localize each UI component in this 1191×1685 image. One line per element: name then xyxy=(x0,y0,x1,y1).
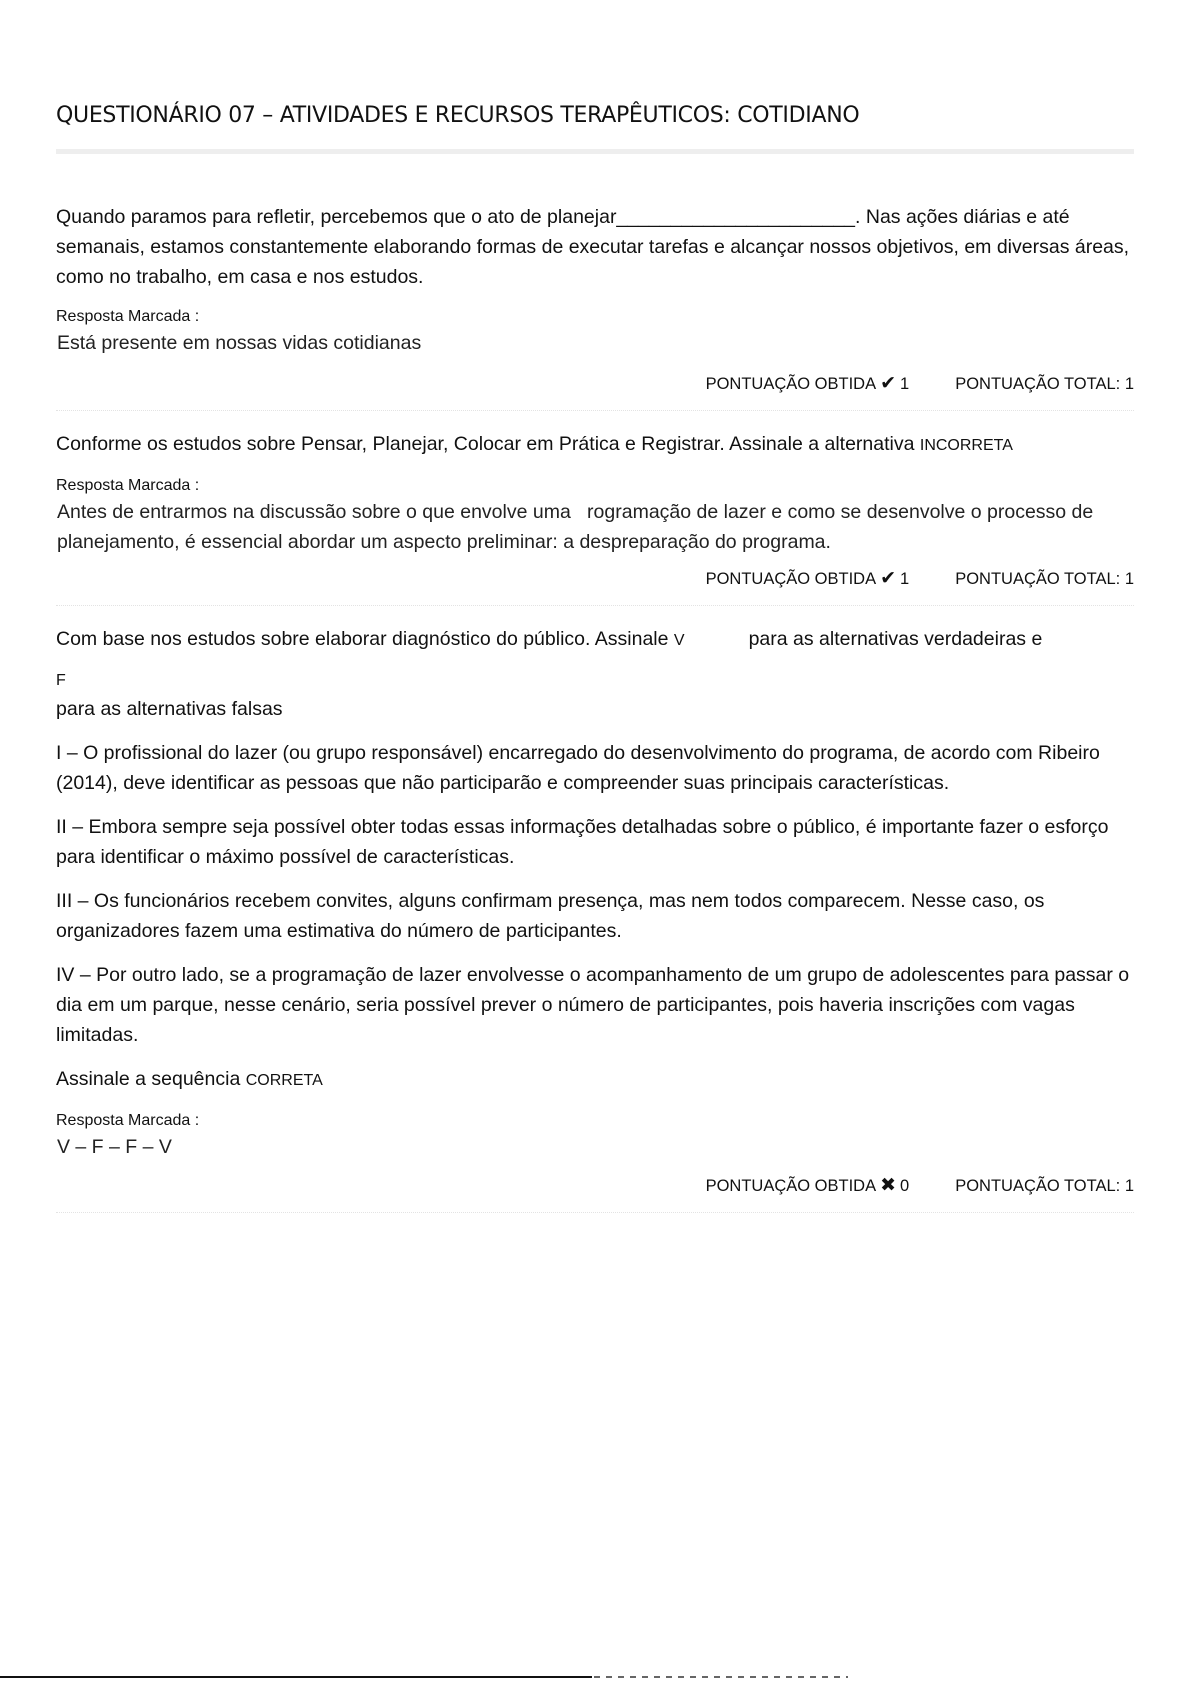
check-icon: ✔ xyxy=(880,373,897,394)
statement-4: IV – Por outro lado, se a programação de lazer envolvesse o acompanhamento de um grupo de adolescentes para passar o dia em um parque, nesse cenário, seria possível prever o número de participantes, pois haveria inscrições com vagas limitadas. xyxy=(56,964,1130,1046)
answer-label: Resposta Marcada : xyxy=(56,477,200,494)
score-row xyxy=(56,372,1134,410)
score-total: PONTUAÇÃO TOTAL: 1 xyxy=(955,570,1134,588)
answer-label: Resposta Marcada : xyxy=(56,308,200,325)
question-2 xyxy=(56,411,1134,606)
score-obtained xyxy=(706,567,910,591)
statement-1: I – O profissional do lazer (ou grupo responsável) encarregado do desenvolvimento do programa, de acordo com Ribeiro (2014), deve identificar as pessoas que não participarão e compreender suas principais características. xyxy=(56,742,1100,794)
score-row xyxy=(56,567,1134,605)
question-intro-mid: para as alternativas verdadeiras e xyxy=(748,628,1043,650)
question-text xyxy=(56,429,1134,461)
closing-emphasis: CORRETA xyxy=(245,1072,323,1089)
question-intro-start: Com base nos estudos sobre elaborar diagnóstico do público. Assinale xyxy=(56,628,669,650)
question-3 xyxy=(56,606,1134,1213)
score-value: 1 xyxy=(900,570,910,588)
score-row xyxy=(56,1174,1134,1212)
statement-3: III – Os funcionários recebem convites, alguns confirmam presença, mas nem todos comparecem. Nesse caso, os organizadores fazem uma estimativa do número de participantes. xyxy=(56,890,1045,942)
score-obtained-label: PONTUAÇÃO OBTIDA xyxy=(705,1177,877,1195)
cross-icon: ✖ xyxy=(880,1175,897,1196)
question-intro-end: para as alternativas falsas xyxy=(56,698,283,720)
score-value: 0 xyxy=(900,1177,910,1195)
score-obtained-label: PONTUAÇÃO OBTIDA xyxy=(705,570,877,588)
marked-answer: V – F – F – V xyxy=(57,1136,172,1158)
question-text: Quando paramos para refletir, percebemos que o ato de planejar______________________. Nas ações diárias e até semanais, estamos constantemente elaborando formas de executar tarefas e alcançar nossos objetivos, em diversas áreas, como no trabalho, em casa e nos estudos. xyxy=(56,206,1130,288)
score-total: PONTUAÇÃO TOTAL: 1 xyxy=(955,375,1134,393)
check-icon: ✔ xyxy=(880,568,897,589)
question-intro xyxy=(56,624,1134,656)
closing-text: Assinale a sequência xyxy=(56,1068,241,1090)
true-letter: V xyxy=(673,632,685,649)
answer-label: Resposta Marcada : xyxy=(56,1112,200,1129)
score-obtained-label: PONTUAÇÃO OBTIDA xyxy=(705,375,877,393)
question-closing xyxy=(56,1064,1134,1096)
footer-rule xyxy=(0,1676,592,1678)
question-text-main: Conforme os estudos sobre Pensar, Planejar, Colocar em Prática e Registrar. Assinale a alternativa xyxy=(56,433,915,455)
score-value: 1 xyxy=(900,375,910,393)
quiz-page xyxy=(56,0,1134,1213)
question-1 xyxy=(56,154,1134,411)
false-letter: F xyxy=(56,672,66,689)
score-total: PONTUAÇÃO TOTAL: 1 xyxy=(955,1177,1134,1195)
score-obtained xyxy=(706,372,910,396)
question-emphasis: INCORRETA xyxy=(919,437,1013,454)
statement-2: II – Embora sempre seja possível obter todas essas informações detalhadas sobre o público, é importante fazer o esforço para identificar o máximo possível de características. xyxy=(56,816,1109,868)
marked-answer: Está presente em nossas vidas cotidianas xyxy=(57,332,422,354)
footer-dotted-rule xyxy=(594,1676,848,1678)
marked-answer: Antes de entrarmos na discussão sobre o que envolve uma rogramação de lazer e como se desenvolve o processo de planejamento, é essencial abordar um aspecto preliminar: a despreparação do programa. xyxy=(57,501,1099,553)
score-obtained xyxy=(706,1174,910,1198)
page-title: QUESTIONÁRIO 07 – ATIVIDADES E RECURSOS TERAPÊUTICOS: COTIDIANO xyxy=(56,103,860,128)
